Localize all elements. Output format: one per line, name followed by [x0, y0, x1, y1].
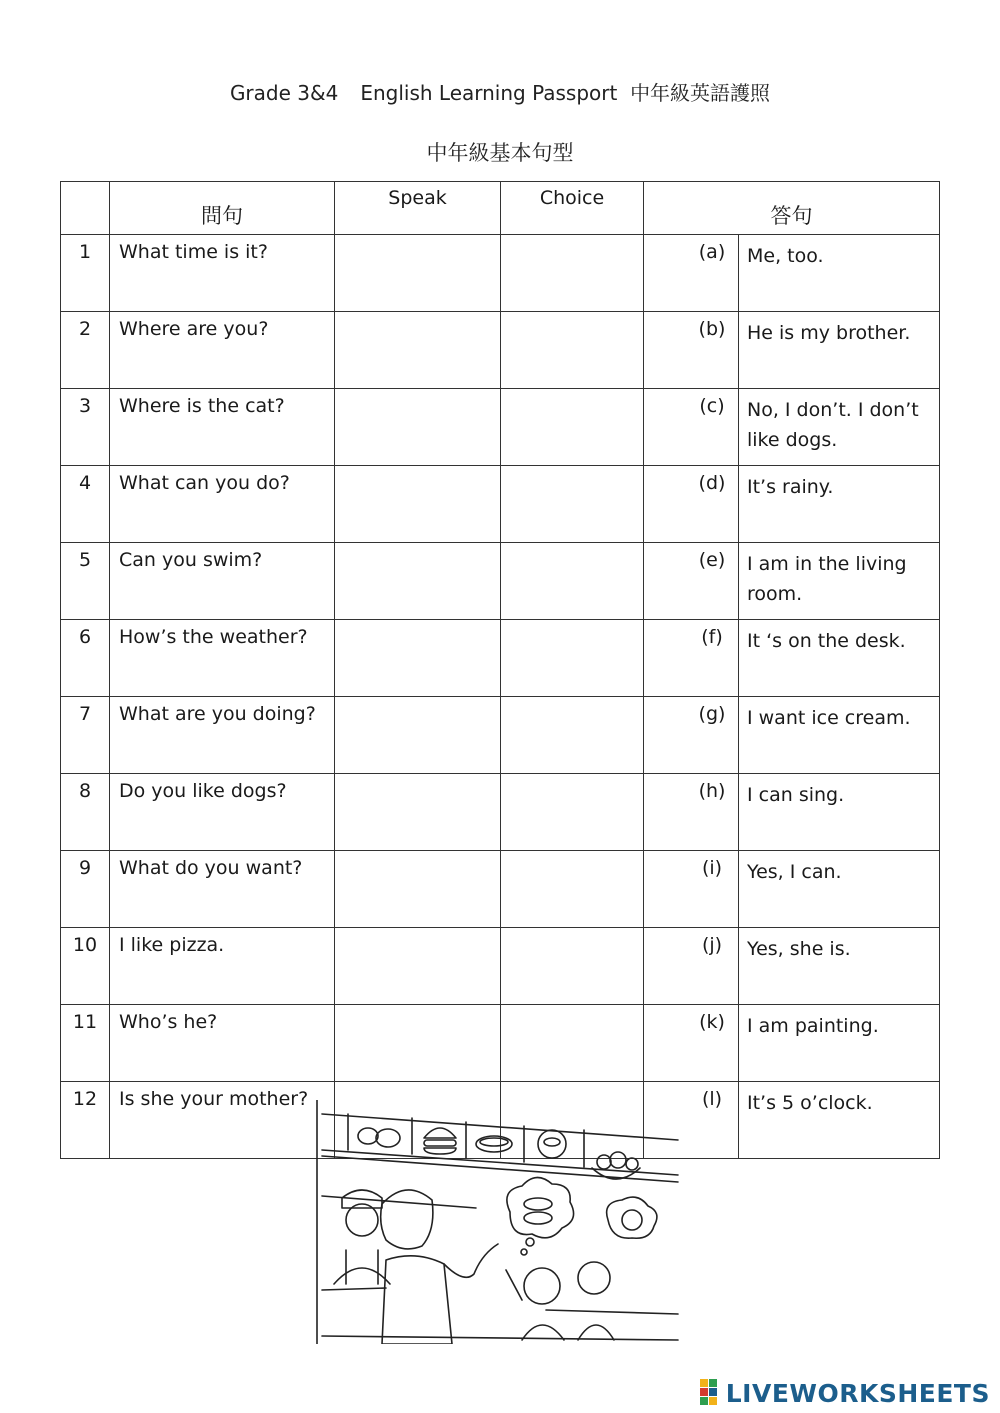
hot-dog-icon [476, 1136, 512, 1152]
question-text: What can you do? [110, 466, 335, 543]
row-number: 10 [61, 928, 110, 1005]
choice-cell[interactable] [501, 389, 644, 466]
row-number: 3 [61, 389, 110, 466]
answer-text: He is my brother. [739, 312, 940, 389]
row-number: 1 [61, 235, 110, 312]
choice-cell[interactable] [501, 928, 644, 1005]
question-text: Where are you? [110, 312, 335, 389]
document-title [0, 77, 1000, 106]
answer-text: It ‘s on the desk. [739, 620, 940, 697]
choice-cell[interactable] [501, 543, 644, 620]
table-row [61, 312, 940, 389]
answer-letter: (a) [644, 235, 739, 312]
speak-cell[interactable] [335, 851, 501, 928]
speak-cell[interactable] [335, 928, 501, 1005]
question-text: What do you want? [110, 851, 335, 928]
answer-letter: (b) [644, 312, 739, 389]
header-answer: 答句 [644, 182, 940, 235]
question-text: How’s the weather? [110, 620, 335, 697]
header-choice: Choice [501, 182, 644, 235]
document-subtitle: 中年級基本句型 [426, 141, 574, 165]
answer-letter: (j) [644, 928, 739, 1005]
speak-cell[interactable] [335, 235, 501, 312]
watermark-text: LIVEWORKSHEETS [725, 1378, 990, 1408]
liveworksheets-logo-icon [700, 1379, 726, 1407]
row-number: 7 [61, 697, 110, 774]
snack-shop-illustration [316, 1100, 682, 1344]
question-text: Can you swim? [110, 543, 335, 620]
table-header-row [61, 182, 940, 235]
answer-text: I am in the living room. [739, 543, 940, 620]
question-text: What are you doing? [110, 697, 335, 774]
question-text: I like pizza. [110, 928, 335, 1005]
upper-shelf [322, 1114, 678, 1182]
title-grade: Grade 3&4 [229, 81, 339, 105]
row-number: 9 [61, 851, 110, 928]
row-number: 5 [61, 543, 110, 620]
answer-text: Yes, she is. [739, 928, 940, 1005]
answer-text: I am painting. [739, 1005, 940, 1082]
answer-text: It’s 5 o’clock. [739, 1082, 940, 1159]
speak-cell[interactable] [335, 312, 501, 389]
thought-bubble-soup [607, 1197, 657, 1238]
table-row [61, 697, 940, 774]
speak-cell[interactable] [335, 389, 501, 466]
header-speak: Speak [335, 182, 501, 235]
table-row [61, 466, 940, 543]
header-question: 問句 [110, 182, 335, 235]
boy-figure [381, 1190, 498, 1344]
counter [322, 1196, 678, 1340]
answer-letter: (c) [644, 389, 739, 466]
row-number: 11 [61, 1005, 110, 1082]
choice-cell[interactable] [501, 620, 644, 697]
answer-text: I want ice cream. [739, 697, 940, 774]
speak-cell[interactable] [335, 697, 501, 774]
choice-cell[interactable] [501, 1005, 644, 1082]
row-number: 8 [61, 774, 110, 851]
answer-letter: (g) [644, 697, 739, 774]
answer-text: I can sing. [739, 774, 940, 851]
answer-letter: (e) [644, 543, 739, 620]
sentence-matching-table [60, 181, 940, 1159]
choice-cell[interactable] [501, 235, 644, 312]
answer-text: Yes, I can. [739, 851, 940, 928]
answer-text: Me, too. [739, 235, 940, 312]
soup-bowl-icon [538, 1130, 566, 1158]
header-number [61, 182, 110, 235]
answer-text: It’s rainy. [739, 466, 940, 543]
table-row [61, 620, 940, 697]
table-row [61, 928, 940, 1005]
thought-bubble-hot-dogs [507, 1177, 574, 1255]
choice-cell[interactable] [501, 312, 644, 389]
question-text: Do you like dogs? [110, 774, 335, 851]
speak-cell[interactable] [335, 543, 501, 620]
choice-cell[interactable] [501, 697, 644, 774]
answer-letter: (k) [644, 1005, 739, 1082]
answer-letter: (h) [644, 774, 739, 851]
question-text: Who’s he? [110, 1005, 335, 1082]
burger-icon [424, 1128, 456, 1154]
choice-cell[interactable] [501, 851, 644, 928]
answer-letter: (d) [644, 466, 739, 543]
choice-cell[interactable] [501, 466, 644, 543]
question-text: What time is it? [110, 235, 335, 312]
question-text: Is she your mother? [110, 1082, 335, 1159]
table-row [61, 1005, 940, 1082]
table-row [61, 235, 940, 312]
title-chinese: 中年級英語護照 [630, 81, 771, 105]
title-english: English Learning Passport [360, 81, 618, 105]
answer-letter: (l) [644, 1082, 739, 1159]
liveworksheets-watermark [700, 1378, 990, 1408]
table-row [61, 543, 940, 620]
speak-cell[interactable] [335, 620, 501, 697]
speak-cell[interactable] [335, 466, 501, 543]
table-row [61, 774, 940, 851]
row-number: 12 [61, 1082, 110, 1159]
child-figure-right [578, 1262, 614, 1340]
row-number: 6 [61, 620, 110, 697]
choice-cell[interactable] [501, 774, 644, 851]
child-figure-left [506, 1268, 564, 1340]
answer-letter: (i) [644, 851, 739, 928]
speak-cell[interactable] [335, 1005, 501, 1082]
table-row [61, 851, 940, 928]
fruit-bowl-icon [592, 1152, 640, 1179]
row-number: 2 [61, 312, 110, 389]
bread-rolls-icon [358, 1128, 400, 1147]
row-number: 4 [61, 466, 110, 543]
answer-letter: (f) [644, 620, 739, 697]
question-text: Where is the cat? [110, 389, 335, 466]
table-row [61, 389, 940, 466]
answer-text: No, I don’t. I don’t like dogs. [739, 389, 940, 466]
speak-cell[interactable] [335, 774, 501, 851]
